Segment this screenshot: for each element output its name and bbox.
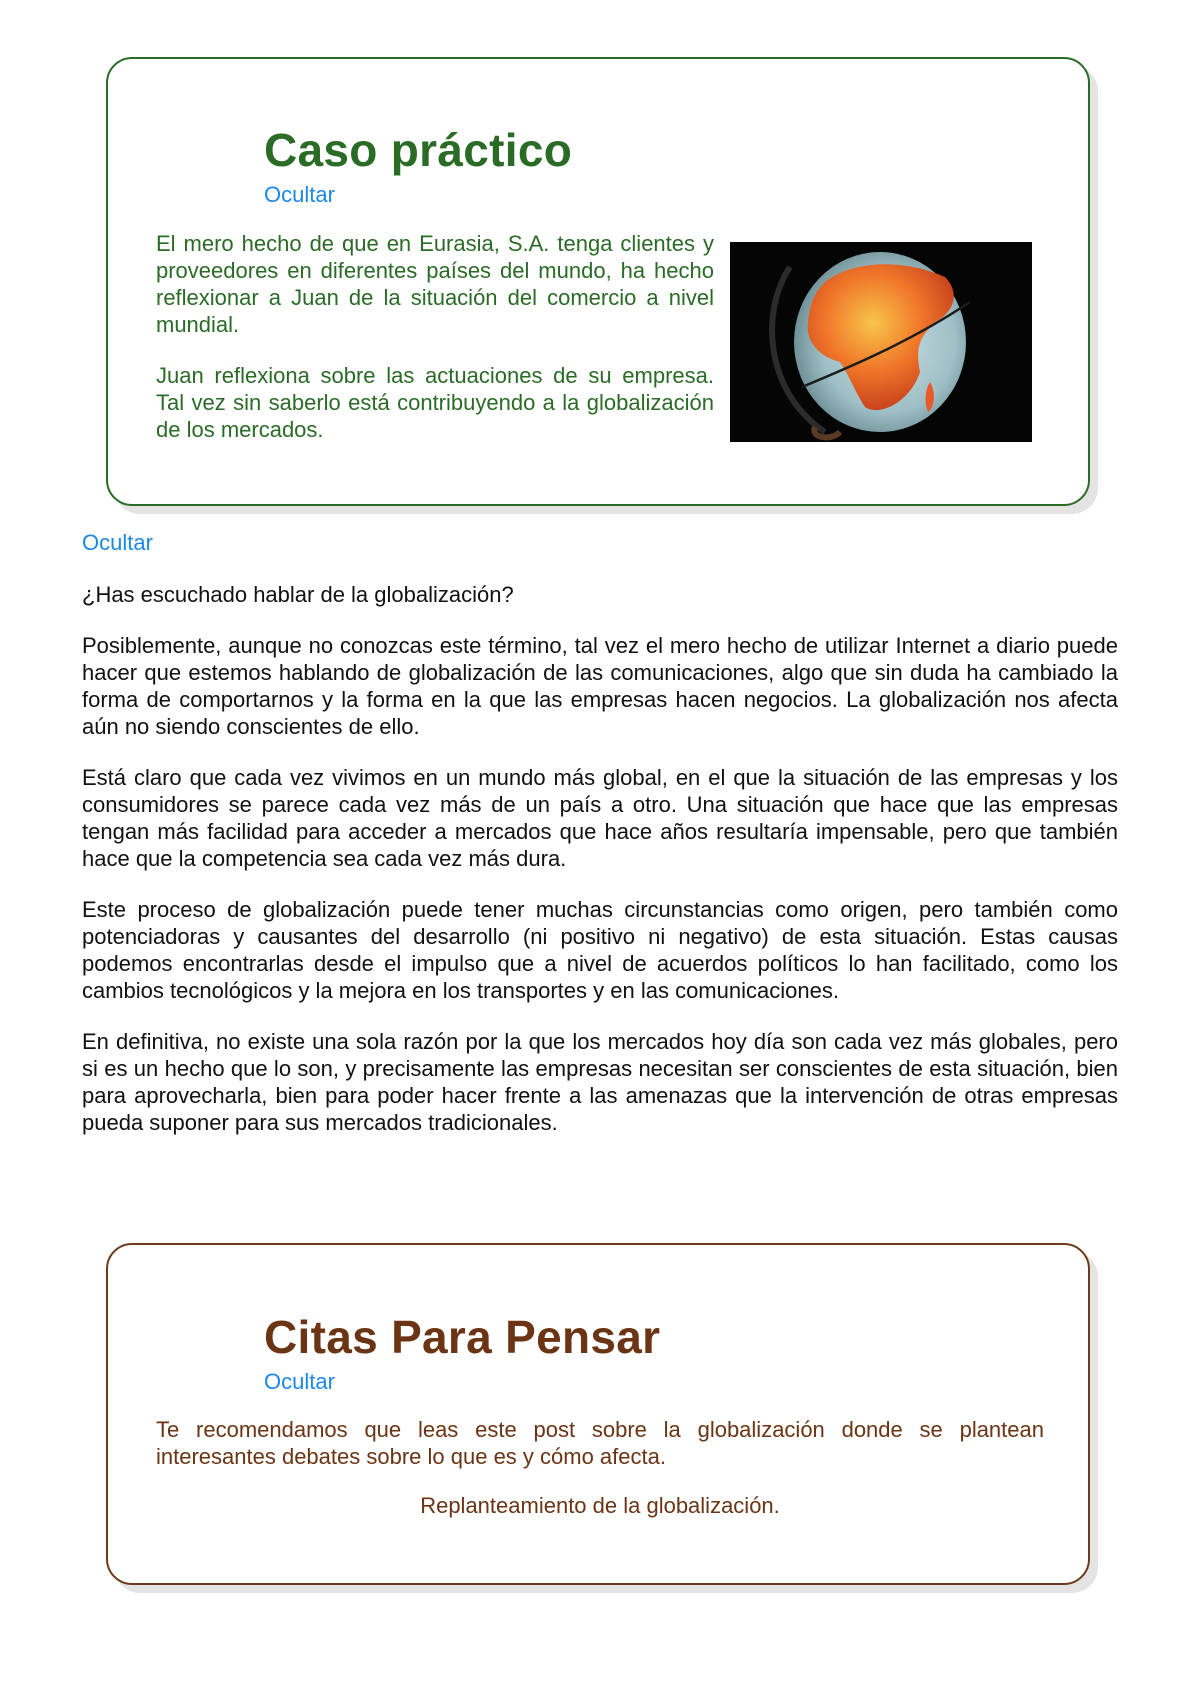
- globe-illustration: [730, 242, 1032, 442]
- quotes-hide-link[interactable]: Ocultar: [264, 1369, 335, 1394]
- content-paragraph: Este proceso de globalización puede tener muchas circunstancias como origen, pero también como potenciadoras y causantes del desarrollo (ni positivo ni negativo) de esta situación. Estas causas podemos encontrarlas desde el impulso que a nivel de acuerdos políticos lo han facilitado, como los cambios tecnológicos y la mejora en los transportes y en las comunicaciones.: [82, 897, 1118, 1003]
- content-paragraph: En definitiva, no existe una sola razón por la que los mercados hoy día son cada vez más globales, pero si es un hecho que lo son, y precisamente las empresas necesitan ser conscientes de esta situación, bien para aprovecharla, bien para poder hacer frente a las amenazas que la intervención de otras empresas pueda suponer para sus mercados tradicionales.: [82, 1029, 1118, 1135]
- case-study-title: Caso práctico: [264, 124, 573, 176]
- case-study-paragraph: El mero hecho de que en Eurasia, S.A. tenga clientes y proveedores en diferentes países del mundo, ha hecho reflexionar a Juan de la situación del comercio a nivel mundial.: [156, 231, 714, 337]
- content-paragraph: Posiblemente, aunque no conozcas este término, tal vez el mero hecho de utilizar Internet a diario puede hacer que estemos hablando de globalización de las comunicaciones, algo que sin duda ha cambiado la forma de comportarnos y la forma en la que las empresas hacen negocios. La globalización nos afecta aún no siendo conscientes de ello.: [82, 633, 1118, 739]
- globe-photo-icon: [730, 242, 1032, 442]
- quotes-box: [106, 1243, 1090, 1585]
- section-hide-link[interactable]: Ocultar: [82, 530, 153, 555]
- quotes-title: Citas Para Pensar: [264, 1311, 661, 1363]
- case-study-hide-link[interactable]: Ocultar: [264, 182, 335, 207]
- globalization-article-link[interactable]: Replanteamiento de la globalización.: [420, 1493, 780, 1518]
- main-content: [82, 581, 1118, 1160]
- content-paragraph: Está claro que cada vez vivimos en un mundo más global, en el que la situación de las empresas y los consumidores se parece cada vez más de un país a otro. Una situación que hace que las empresas tengan más facilidad para acceder a mercados que hace años resultaría impensable, pero que también hace que la competencia sea cada vez más dura.: [82, 765, 1118, 871]
- case-study-paragraph: Juan reflexiona sobre las actuaciones de su empresa. Tal vez sin saberlo está contribuyendo a la globalización de los mercados.: [156, 363, 714, 442]
- case-study-box: [106, 57, 1090, 506]
- intro-question: ¿Has escuchado hablar de la globalización?: [82, 582, 514, 607]
- quotes-paragraph: Te recomendamos que leas este post sobre la globalización donde se plantean interesantes debates sobre lo que es y cómo afecta.: [156, 1417, 1044, 1469]
- quotes-text: [156, 1416, 1044, 1470]
- case-study-text: [156, 230, 714, 467]
